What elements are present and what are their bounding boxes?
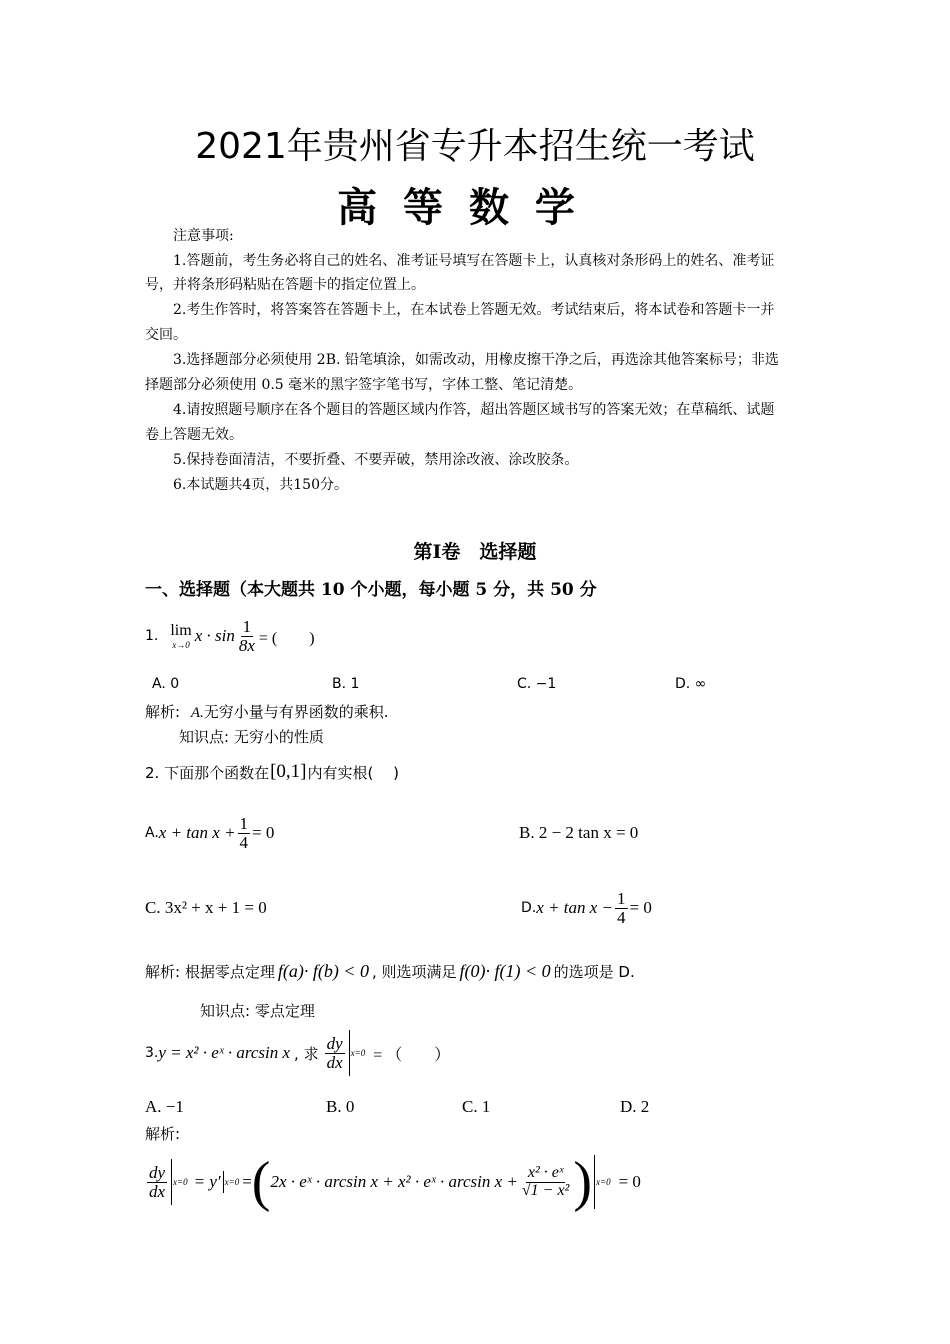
fraction-denominator: dx: [326, 1052, 343, 1072]
fraction-denominator: 4: [617, 907, 626, 927]
fraction-denominator: dx: [149, 1181, 166, 1201]
option-label: D.: [521, 900, 537, 916]
question-stem-post: 内有实根( ): [307, 763, 399, 782]
derivative-prime: = y′: [193, 1172, 221, 1191]
option-b: B. 0: [326, 1097, 355, 1116]
question-number: 1.: [145, 628, 159, 644]
fraction-numerator: dy: [326, 1033, 343, 1053]
interval: [0,1]: [270, 761, 307, 782]
right-paren: ): [573, 1151, 592, 1213]
evaluation-bar: [223, 1171, 224, 1193]
question-1: [145, 612, 315, 660]
question-number: 3.: [145, 1045, 159, 1061]
notice-item-4-line-2: 卷上答题无效。: [145, 427, 243, 443]
question-3: [145, 1027, 450, 1079]
question-expression: x · sin: [194, 626, 235, 645]
analysis-formula-2: f(0)· f(1) < 0: [459, 960, 551, 981]
solution-q3: $\frac{dy}{dx}$ x=0 = y′ x=0 = ( 2x · eˣ · arcsin x + x² · eˣ · arcsin x + $\frac{\text{x² · eˣ}}{\text{√1 − x²}}$ ) x=0 = 0: [149, 1151, 641, 1213]
notice-item-3-line-1: 3.选择题部分必须使用 2B. 铅笔填涂，如需改动，用橡皮擦干净之后，再选涂其他答案标号；非选: [173, 352, 779, 368]
option-expr-tail: = 0: [629, 898, 652, 917]
fraction-numerator: 1: [242, 616, 252, 636]
evaluation-point: x=0: [350, 1048, 366, 1058]
fraction-denominator: 8x: [238, 635, 255, 655]
option-c: C. 1: [462, 1097, 491, 1116]
question-function: y = x² · eˣ · arcsin x: [158, 1043, 291, 1062]
limit-subscript: x→0: [172, 640, 190, 650]
analysis-formula-1: f(a)· f(b) < 0: [277, 960, 369, 981]
evaluation-point: x=0: [173, 1177, 188, 1187]
notice-item-2-line-1: 2.考生作答时，将答案答在答题卡上，在本试卷上答题无效。考试结束后，将本试卷和答题卡一并: [173, 302, 775, 318]
solution-result: = 0: [618, 1172, 641, 1191]
analysis-label: 解析:: [145, 703, 181, 721]
analysis-post: 的选项是 D.: [553, 962, 635, 981]
option-c: C. −1: [517, 676, 557, 692]
fraction-numerator: x² · eˣ: [527, 1163, 564, 1181]
notice-item-5: 5.保持卷面清洁，不要折叠、不要弄破，禁用涂改液、涂改胶条。: [173, 452, 579, 468]
fraction-denominator: √1 − x²: [521, 1181, 570, 1199]
notice-heading: 注意事项:: [173, 228, 234, 244]
analysis-q1: [145, 701, 389, 722]
fraction-numerator: 1: [617, 888, 626, 908]
limit-operator: lim: [170, 622, 192, 639]
derivative-fraction: [147, 1164, 167, 1201]
notice-item-1-line-2: 号，并将条形码粘贴在答题卡的指定位置上。: [145, 277, 425, 293]
solution-expression: 2x · eˣ · arcsin x + x² · eˣ · arcsin x +: [270, 1172, 518, 1191]
question-2: [145, 760, 399, 784]
option-a: A. −1: [145, 1097, 184, 1116]
question-tail: = ( ): [258, 629, 315, 647]
derivative-fraction: [325, 1035, 345, 1072]
analysis-answer: A.: [190, 705, 204, 721]
option-d: [521, 884, 652, 932]
option-d: D. 2: [620, 1097, 650, 1116]
option-b: B. 2 − 2 tan x = 0: [519, 823, 639, 842]
option-expr: x + tan x +: [158, 823, 236, 842]
analysis-pre: 解析: 根据零点定理: [145, 962, 275, 981]
subject-title: 高 等 数 学: [337, 184, 581, 231]
option-expr: x + tan x −: [536, 898, 613, 917]
fraction: [237, 618, 257, 655]
evaluation-bar: [349, 1030, 350, 1076]
analysis-text: 无穷小量与有界函数的乘积.: [203, 703, 389, 721]
knowledge-point-q1: 知识点: 无穷小的性质: [179, 728, 324, 746]
option-a: [145, 809, 274, 857]
evaluation-bar: [594, 1155, 595, 1209]
notice-item-6: 6.本试题共4页，共150分。: [173, 477, 348, 493]
question-ask: , 求: [294, 1044, 319, 1063]
option-b: B. 1: [332, 676, 360, 692]
notice-item-2-line-2: 交回。: [145, 327, 187, 343]
fraction-numerator: dy: [149, 1162, 166, 1182]
analysis-q2: [145, 958, 635, 984]
analysis-mid: , 则选项满足: [371, 962, 457, 981]
knowledge-point-q2: 知识点: 零点定理: [200, 1002, 315, 1020]
option-expr-tail: = 0: [252, 823, 275, 842]
left-paren: (: [251, 1151, 271, 1213]
analysis-label-q3: 解析:: [145, 1125, 181, 1143]
option-d: D. ∞: [675, 676, 707, 692]
option-c: C. 3x² + x + 1 = 0: [145, 898, 267, 917]
exam-title: 2021年贵州省专升本招生统一考试: [195, 126, 755, 167]
fraction-denominator: 4: [239, 832, 249, 852]
option-label: A.: [145, 825, 159, 841]
question-stem-pre: 2. 下面那个函数在: [145, 763, 270, 782]
notice-item-4-line-1: 4.请按照题号顺序在各个题目的答题区域内作答，超出答题区域书写的答案无效；在草稿纸、试题: [173, 402, 775, 418]
notice-item-3-line-2: 择题部分必须使用 0.5 毫米的黑字签字笔书写，字体工整、笔记清楚。: [145, 377, 583, 393]
fraction-numerator: 1: [239, 813, 249, 833]
fraction: [615, 890, 628, 927]
evaluation-point: x=0: [596, 1177, 611, 1187]
part-title: 一、选择题（本大题共 10 个小题，每小题 5 分，共 50 分: [145, 580, 597, 600]
fraction: [238, 815, 251, 852]
volume-title: 第Ⅰ卷 选择题: [413, 541, 537, 563]
evaluation-point: x=0: [224, 1177, 240, 1187]
notice-item-1-line-1: 1.答题前，考生务必将自己的姓名、准考证号填写在答题卡上，认真核对条形码上的姓名、准考证: [173, 253, 775, 269]
question-tail: = （ ）: [373, 1046, 451, 1064]
evaluation-bar: [171, 1159, 172, 1205]
fraction: [520, 1165, 571, 1200]
option-a: A. 0: [152, 676, 180, 692]
